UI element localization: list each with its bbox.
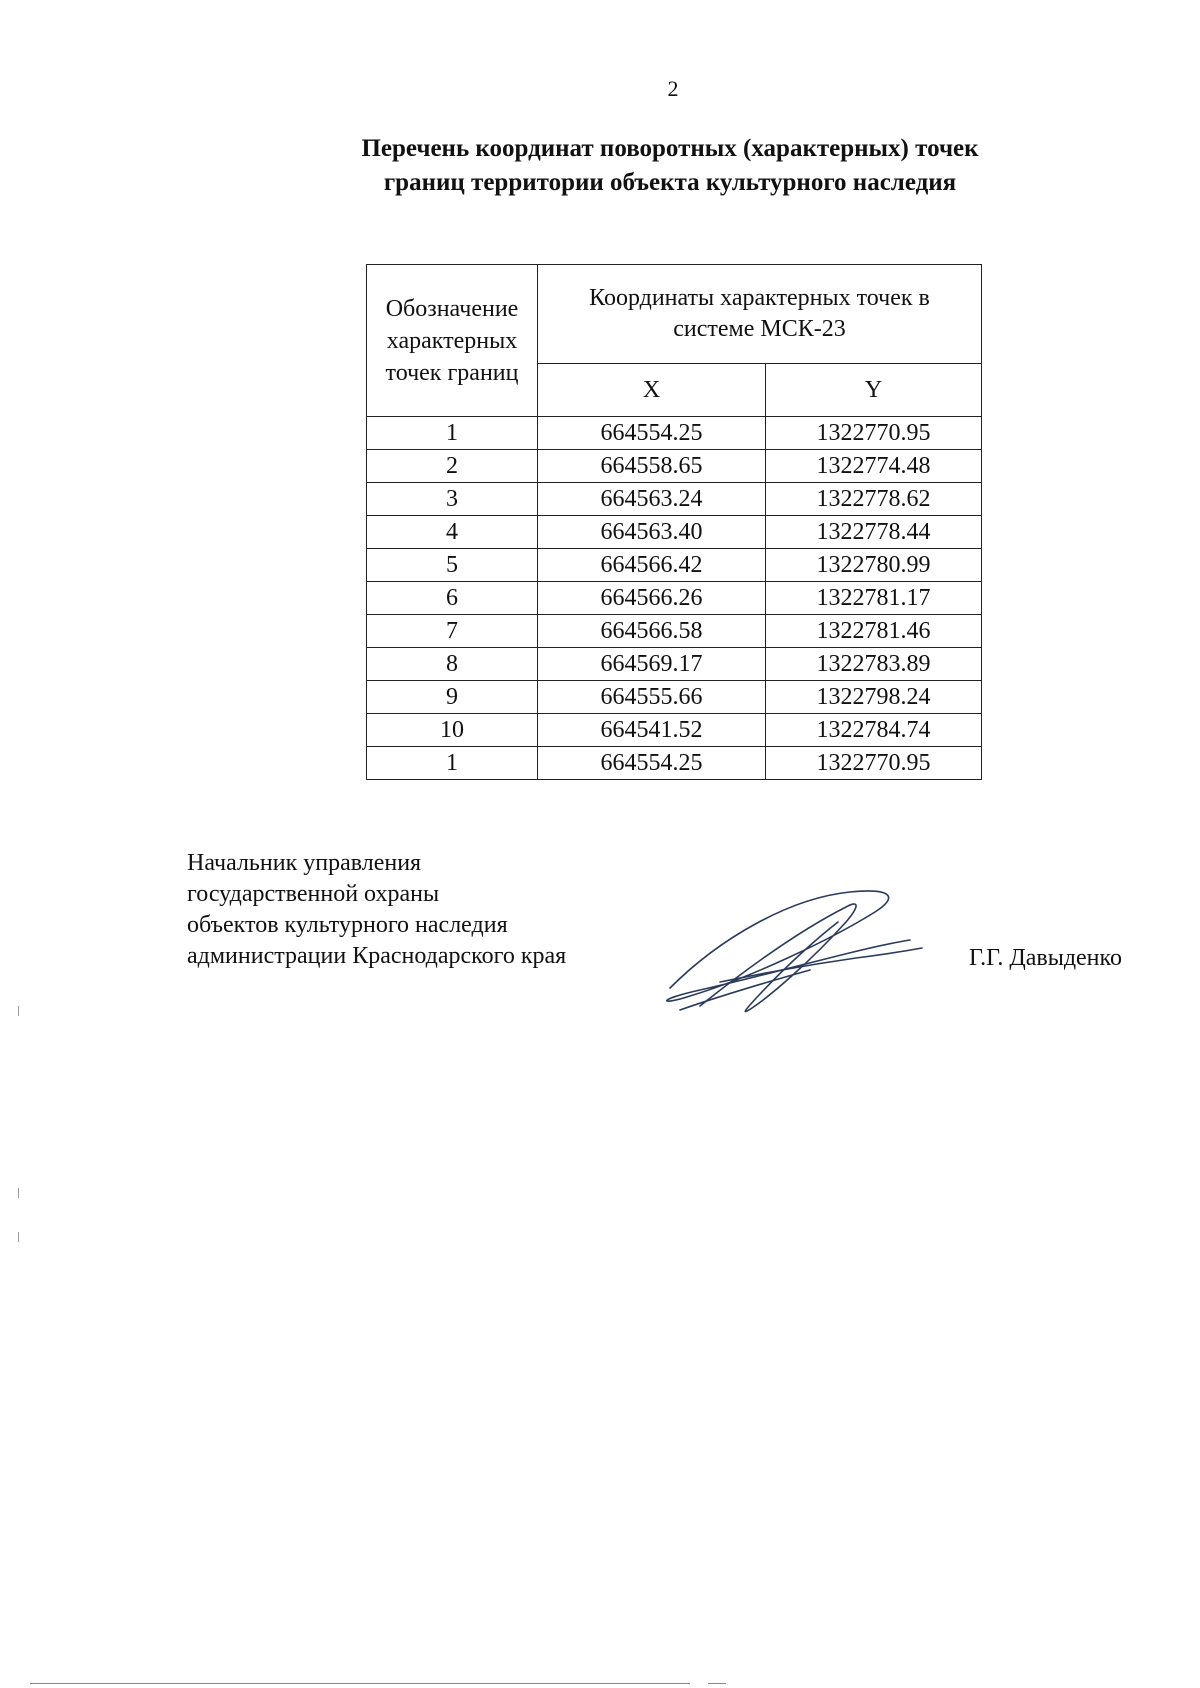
table-row [367,483,982,516]
signer-name: Г.Г. Давыденко [969,945,1122,971]
scan-mark [18,1188,19,1198]
point-cell: 10 [367,714,538,747]
point-cell: 5 [367,549,538,582]
point-cell: 6 [367,582,538,615]
point-cell: 7 [367,615,538,648]
header-designation-line: точек границ [385,359,519,386]
signer-position-line: объектов культурного наследия [187,912,508,938]
header-coords-line: системе МСК-23 [673,316,846,342]
x-cell: 664558.65 [538,450,766,483]
coordinates-table [366,264,982,780]
header-designation-line: характерных [386,327,518,354]
signer-position-line: Начальник управления [187,850,422,876]
table-row [367,747,982,780]
footer-rule [30,1683,690,1684]
y-cell: 1322798.24 [766,681,982,714]
x-cell: 664554.25 [538,417,766,450]
table-row [367,615,982,648]
y-cell: 1322780.99 [766,549,982,582]
signer-position-line: администрации Краснодарского края [187,943,567,969]
x-cell: 664566.42 [538,549,766,582]
x-cell: 664555.66 [538,681,766,714]
y-cell: 1322781.46 [766,615,982,648]
point-cell: 3 [367,483,538,516]
x-cell: 664566.58 [538,615,766,648]
y-cell: 1322784.74 [766,714,982,747]
y-cell: 1322774.48 [766,450,982,483]
handwritten-signature-icon [660,878,940,1028]
x-cell: 664569.17 [538,648,766,681]
x-cell: 664563.24 [538,483,766,516]
point-cell: 2 [367,450,538,483]
scan-mark [18,1232,19,1242]
x-cell: 664554.25 [538,747,766,780]
document-title-line: Перечень координат поворотных (характерных) точек [361,135,979,162]
point-cell: 1 [367,417,538,450]
coordinates-table-body [367,417,982,780]
y-cell: 1322778.62 [766,483,982,516]
y-cell: 1322770.95 [766,417,982,450]
table-row [367,417,982,450]
table-row [367,516,982,549]
x-cell: 664566.26 [538,582,766,615]
page-number: 2 [667,76,679,101]
header-y: Y [766,364,982,417]
y-cell: 1322783.89 [766,648,982,681]
table-row [367,714,982,747]
document-title-line: границ территории объекта культурного наследия [383,169,957,196]
header-x: X [538,364,766,417]
y-cell: 1322778.44 [766,516,982,549]
table-row [367,450,982,483]
document-title [300,132,1040,200]
scan-mark [18,1006,19,1016]
table-row [367,681,982,714]
header-coordinates [538,265,982,364]
header-point-designation [367,265,538,417]
point-cell: 8 [367,648,538,681]
header-designation-line: Обозначение [385,295,519,322]
table-row [367,549,982,582]
x-cell: 664541.52 [538,714,766,747]
footer-dash [708,1683,726,1684]
header-coords-line: Координаты характерных точек в [589,285,930,311]
point-cell: 4 [367,516,538,549]
point-cell: 1 [367,747,538,780]
table-row [367,582,982,615]
table-row [367,648,982,681]
point-cell: 9 [367,681,538,714]
signer-position-line: государственной охраны [187,881,440,907]
signer-position [187,848,566,972]
x-cell: 664563.40 [538,516,766,549]
y-cell: 1322770.95 [766,747,982,780]
y-cell: 1322781.17 [766,582,982,615]
